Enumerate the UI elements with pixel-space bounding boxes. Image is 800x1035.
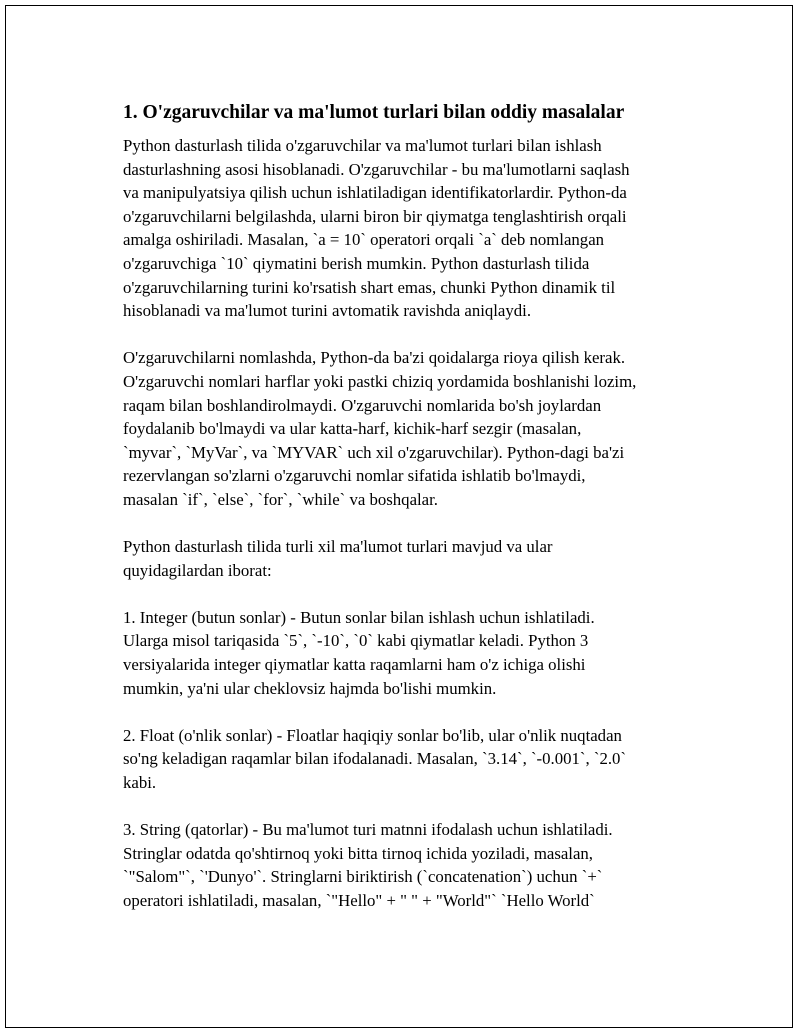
- text-line: 3. String (qatorlar) - Bu ma'lumot turi matnni ifodalash uchun ishlatiladi.: [123, 820, 613, 840]
- text-line: `"Salom"`, `'Dunyo'`. Stringlarni biriktirish (`concatenation`) uchun `+`: [123, 867, 603, 887]
- text-line: o'zgaruvchilarning turini ko'rsatish shart emas, chunki Python dinamik til: [123, 277, 616, 297]
- page-frame: [5, 5, 793, 1028]
- text-line: amalga oshiriladi. Masalan, `a = 10` operatori orqali `a` deb nomlangan: [123, 230, 605, 250]
- text-line: Stringlar odatda qo'shtirnoq yoki bitta tirnoq ichida yoziladi, masalan,: [123, 843, 594, 863]
- text-line: versiyalarida integer qiymatlar katta raqamlarni ham o'z ichiga olishi: [123, 655, 586, 675]
- paragraph-float: [123, 724, 703, 795]
- body-text: [123, 134, 703, 913]
- text-line: mumkin, ya'ni ular cheklovsiz hajmda bo'lishi mumkin.: [123, 678, 497, 698]
- paragraph-naming-rules: [123, 346, 703, 511]
- paragraph-integer: [123, 606, 703, 700]
- text-line: O'zgaruvchilarni nomlashda, Python-da ba'zi qoidalarga rioya qilish kerak.: [123, 348, 626, 368]
- text-line: raqam bilan boshlandirolmaydi. O'zgaruvchi nomlarida bo'sh joylardan: [123, 395, 602, 415]
- text-line: `myvar`, `MyVar`, va `MYVAR` uch xil o'zgaruvchilar). Python-dagi ba'zi: [123, 442, 625, 462]
- text-line: kabi.: [123, 773, 157, 793]
- paragraph-variables-intro: [123, 134, 703, 323]
- text-line: rezervlangan so'zlarni o'zgaruvchi nomlar sifatida ishlatib bo'lmaydi,: [123, 466, 586, 486]
- text-line: so'ng keladigan raqamlar bilan ifodalanadi. Masalan, `3.14`, `-0.001`, `2.0`: [123, 749, 627, 769]
- text-line: Python dasturlash tilida turli xil ma'lumot turlari mavjud va ular: [123, 537, 553, 557]
- document-content: [123, 100, 703, 936]
- text-line: operatori ishlatiladi, masalan, `"Hello" + " " + "World"` `Hello World`: [123, 891, 595, 910]
- paragraph-data-types-intro: [123, 535, 703, 582]
- text-line: Ularga misol tariqasida `5`, `-10`, `0` kabi qiymatlar keladi. Python 3: [123, 631, 589, 651]
- text-line: masalan `if`, `else`, `for`, `while` va boshqalar.: [123, 489, 438, 509]
- text-line: O'zgaruvchi nomlari harflar yoki pastki chiziq yordamida boshlanishi lozim,: [123, 371, 637, 391]
- text-line: quyidagilardan iborat:: [123, 560, 272, 580]
- section-title: 1. O'zgaruvchilar va ma'lumot turlari bilan oddiy masalalar: [123, 102, 625, 123]
- text-line: dasturlashning asosi hisoblanadi. O'zgaruvchilar - bu ma'lumotlarni saqlash: [123, 159, 630, 179]
- text-line: 1. Integer (butun sonlar) - Butun sonlar bilan ishlash uchun ishlatiladi.: [123, 607, 595, 627]
- text-line: o'zgaruvchilarni belgilashda, ularni biron bir qiymatga tenglashtirish orqali: [123, 206, 627, 226]
- text-line: 2. Float (o'nlik sonlar) - Floatlar haqiqiy sonlar bo'lib, ular o'nlik nuqtadan: [123, 725, 622, 745]
- text-line: Python dasturlash tilida o'zgaruvchilar va ma'lumot turlari bilan ishlash: [123, 136, 602, 155]
- text-line: foydalanib bo'lmaydi va ular katta-harf, kichik-harf sezgir (masalan,: [123, 419, 582, 439]
- text-line: hisoblanadi va ma'lumot turini avtomatik ravishda aniqlaydi.: [123, 301, 532, 321]
- paragraph-string: [123, 818, 703, 912]
- text-line: o'zgaruvchiga `10` qiymatini berish mumkin. Python dasturlash tilida: [123, 253, 590, 273]
- text-line: va manipulyatsiya qilish uchun ishlatiladigan identifikatorlardir. Python-da: [123, 183, 627, 203]
